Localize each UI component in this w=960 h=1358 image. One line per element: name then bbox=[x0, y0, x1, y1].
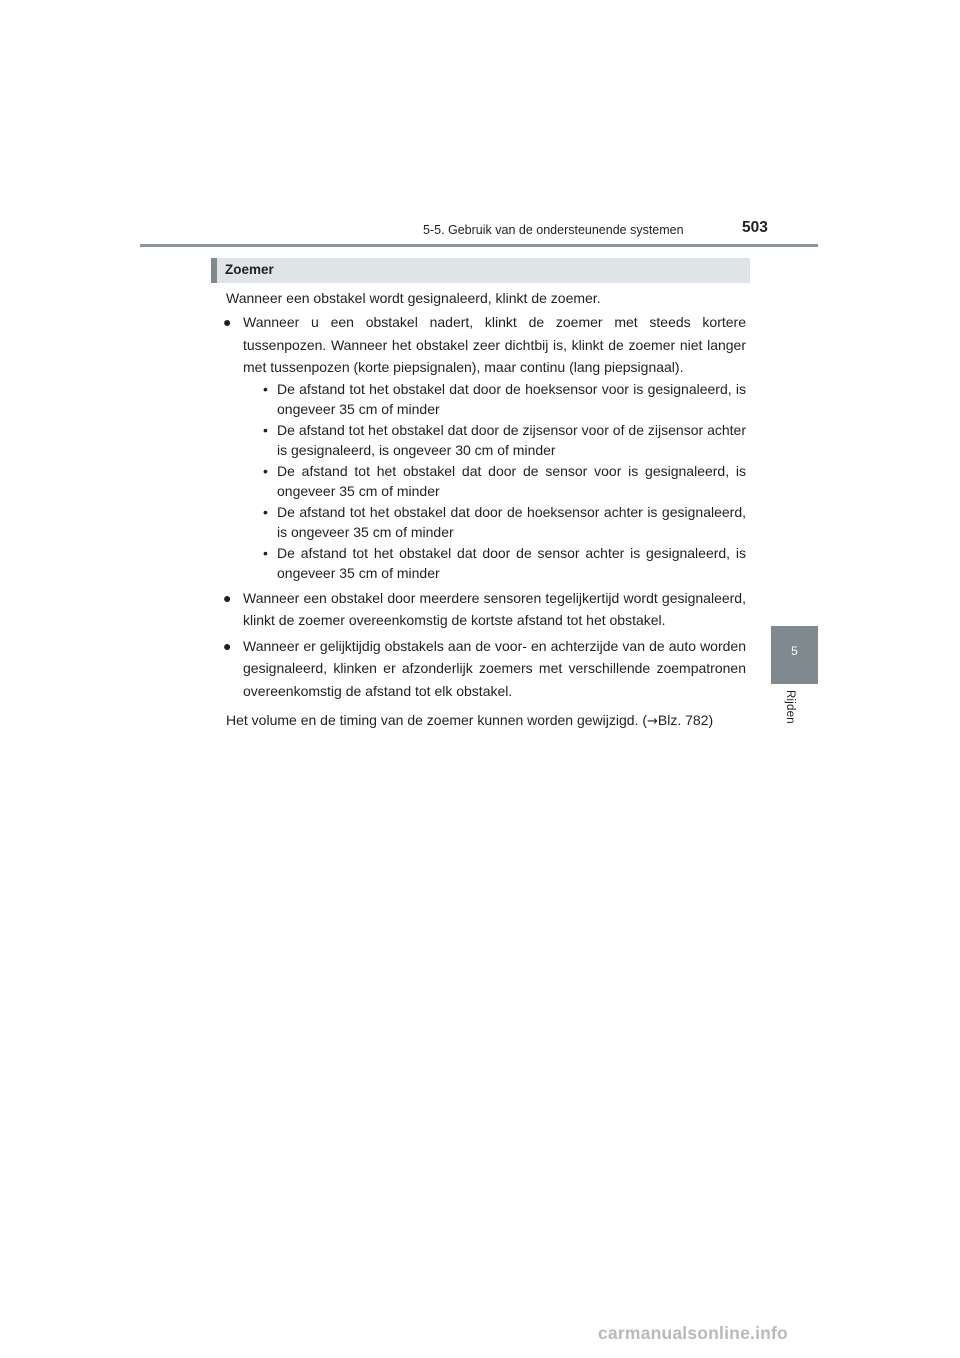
running-header-section: 5-5. Gebruik van de ondersteunende systemen bbox=[423, 223, 684, 237]
sub-bullet-icon: • bbox=[263, 544, 268, 561]
bullet-dot-icon: ● bbox=[223, 589, 232, 606]
volume-note-text: Het volume en de timing van de zoemer kunnen worden gewijzigd. bbox=[226, 712, 639, 728]
bullet-text: Wanneer een obstakel door meerdere sensoren tegelijkertijd wordt gesignaleerd, klinkt de zoemer overeenkomstig de kortste afstand tot het obstakel. bbox=[243, 589, 746, 628]
sub-list-item bbox=[243, 379, 746, 420]
section-heading-accent bbox=[211, 258, 217, 283]
sub-bullet-icon: • bbox=[263, 462, 268, 479]
site-watermark: carmanualsonline.info bbox=[598, 1323, 788, 1343]
page-number: 503 bbox=[742, 219, 768, 236]
page-reference-link[interactable]: Blz. 782) bbox=[657, 712, 714, 728]
chapter-tab-number: 5 bbox=[791, 644, 798, 658]
header-divider bbox=[140, 244, 818, 247]
bullet-item bbox=[223, 311, 746, 584]
reference-open-paren: ( bbox=[642, 712, 648, 728]
sub-item-text: De afstand tot het obstakel dat door de hoeksensor achter is gesignaleerd, is ongeveer 35 cm of minder bbox=[277, 503, 746, 540]
sub-list bbox=[243, 379, 746, 584]
bullet-text: Wanneer u een obstakel nadert, klinkt de zoemer met steeds kortere tussenpozen. Wanneer het obstakel zeer dichtbij is, klinkt de zoemer niet langer met tussenpozen (korte piepsignalen), maar continu (lang piepsignaal). bbox=[243, 314, 746, 375]
bullet-dot-icon: ● bbox=[223, 314, 232, 330]
bullet-item bbox=[223, 587, 746, 632]
sub-item-text: De afstand tot het obstakel dat door de sensor achter is gesignaleerd, is ongeveer 35 cm of minder bbox=[277, 544, 746, 581]
sub-item-text: De afstand tot het obstakel dat door de sensor voor is gesignaleerd, is ongeveer 35 cm of minder bbox=[277, 462, 746, 499]
sub-bullet-icon: • bbox=[263, 380, 268, 397]
section-heading: Zoemer bbox=[225, 262, 274, 277]
chapter-tab-label: Rijden bbox=[784, 690, 796, 724]
intro-paragraph: Wanneer een obstakel wordt gesignaleerd, klinkt de zoemer. bbox=[226, 290, 601, 306]
sub-list-item bbox=[243, 502, 746, 543]
sub-list-item bbox=[243, 543, 746, 584]
arrow-right-icon: → bbox=[647, 714, 658, 729]
sub-bullet-icon: • bbox=[263, 503, 268, 520]
sub-list-item bbox=[243, 461, 746, 502]
sub-item-text: De afstand tot het obstakel dat door de hoeksensor voor is gesignaleerd, is ongeveer 35 cm of minder bbox=[277, 380, 746, 417]
chapter-tab bbox=[771, 626, 818, 684]
volume-note bbox=[226, 709, 746, 734]
sub-item-text: De afstand tot het obstakel dat door de zijsensor voor of de zijsensor achter is gesignaleerd, is ongeveer 30 cm of minder bbox=[277, 421, 746, 458]
section-heading-bar bbox=[211, 258, 750, 283]
bullet-dot-icon: ● bbox=[223, 637, 232, 654]
bullet-text: Wanneer er gelijktijdig obstakels aan de voor- en achterzijde van de auto worden gesignaleerd, klinken er afzonderlijk zoemers met verschillende zoempatronen overeenkomstig de afstand tot elk obstakel. bbox=[243, 637, 746, 699]
body-content bbox=[223, 288, 746, 734]
sub-list-item bbox=[243, 420, 746, 461]
sub-bullet-icon: • bbox=[263, 421, 268, 438]
bullet-item bbox=[223, 635, 746, 703]
